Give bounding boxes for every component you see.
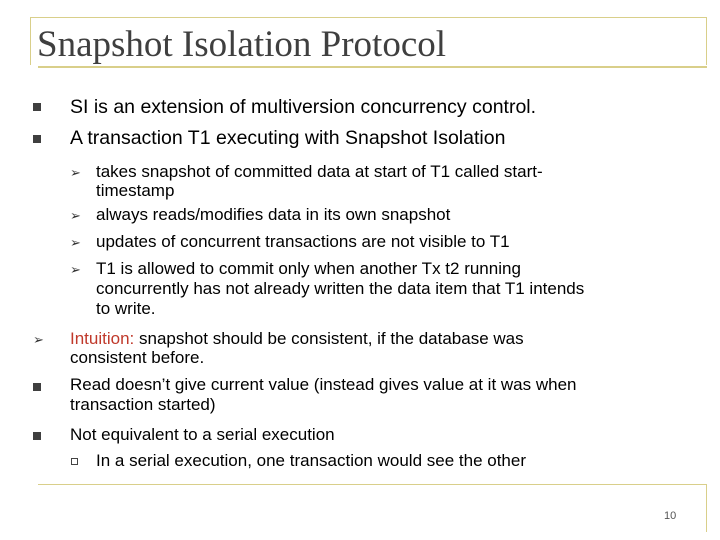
page-number: 10 [664,510,677,522]
square-bullet-icon [33,103,41,111]
sub-bullet-text-cont: concurrently has not already written the data item that T1 intends [96,279,585,298]
footer-rule [38,484,707,485]
frame-left-rule [30,17,31,65]
intuition-text: snapshot should be consistent, if the database was [134,329,524,348]
intuition-text-cont: consistent before. [70,348,205,367]
sub-bullet-text: In a serial execution, one transaction would see the other [96,451,526,470]
bullet-text: Read doesn’t give current value (instead gives value at it was when [70,375,577,394]
title-underline-rule [38,66,707,68]
arrow-bullet-icon: ➢ [70,208,81,223]
sub-bullet-text-cont: timestamp [96,181,175,200]
frame-top-rule [30,17,707,18]
arrow-bullet-icon: ➢ [33,332,44,347]
square-bullet-icon [33,135,41,143]
bullet-text: SI is an extension of multiversion concurrency control. [70,96,537,118]
bullet-text-cont: transaction started) [70,395,216,414]
hollow-square-bullet-icon [71,458,78,465]
frame-right-rule [706,17,707,65]
sub-bullet-text: updates of concurrent transactions are not visible to T1 [96,232,510,251]
square-bullet-icon [33,432,41,440]
sub-bullet-text: T1 is allowed to commit only when another Tx t2 running [96,259,521,278]
arrow-bullet-icon: ➢ [70,165,81,180]
intuition-label: Intuition: [70,329,135,348]
sub-bullet-text-cont: to write. [96,299,156,318]
sub-bullet-text: takes snapshot of committed data at start of T1 called start- [96,162,543,181]
slide-title: Snapshot Isolation Protocol [37,24,447,65]
bullet-text: Not equivalent to a serial execution [70,425,335,444]
square-bullet-icon [33,383,41,391]
footer-right-rule [706,484,707,532]
arrow-bullet-icon: ➢ [70,235,81,250]
sub-bullet-text: always reads/modifies data in its own snapshot [96,205,451,224]
intuition-line [70,329,524,348]
bullet-text: A transaction T1 executing with Snapshot Isolation [70,127,506,149]
arrow-bullet-icon: ➢ [70,262,81,277]
